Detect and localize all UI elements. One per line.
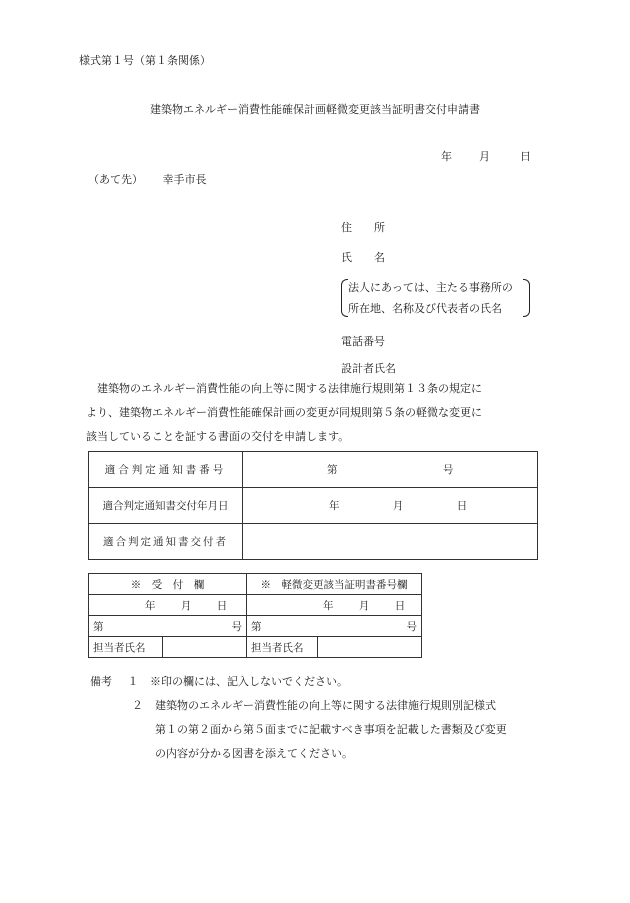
date-month: 月 <box>479 150 490 163</box>
form-number: 様式第１号（第１条関係） <box>79 54 211 67</box>
corporate-note <box>341 279 530 315</box>
date-month: 月 <box>392 500 404 512</box>
notification-number-cell[interactable] <box>243 452 538 488</box>
notification-issuer-cell[interactable] <box>243 524 538 560</box>
reception-header: ※ 受 付 欄 <box>89 574 247 595</box>
table-row <box>89 616 422 637</box>
office-use-table <box>88 573 422 658</box>
certificate-number-header: ※ 軽微変更該当証明書番号欄 <box>247 574 422 595</box>
number-suffix: 号 <box>406 620 417 633</box>
number-prefix: 第 <box>251 620 262 633</box>
notification-date-cell[interactable] <box>243 488 538 524</box>
certificate-staff-value <box>318 637 422 658</box>
date-year: 年 <box>441 150 452 163</box>
notification-table <box>88 451 538 560</box>
statement-line: より、建築物エネルギー消費性能確保計画の変更が同規則第５条の軽微な変更に <box>86 406 482 419</box>
day: 日 <box>394 599 406 612</box>
application-statement <box>86 377 556 449</box>
notification-number-label: 適合判定通知書番号 <box>89 452 243 488</box>
statement-line: 該当していることを証する書面の交付を申請します。 <box>86 430 350 443</box>
number-prefix: 第 <box>93 620 104 633</box>
year: 年 <box>323 599 334 612</box>
table-row <box>89 637 422 658</box>
date-year: 年 <box>329 500 340 512</box>
name-label: 氏 名 <box>341 251 385 264</box>
table-row <box>89 524 538 560</box>
reception-date <box>89 595 247 616</box>
table-row <box>89 488 538 524</box>
note-number: １ <box>127 675 139 688</box>
note-2-line: 第１の第２面から第５面までに記載すべき事項を記載した書類及び変更 <box>155 723 507 736</box>
table-row <box>89 574 422 595</box>
addressee-name: 幸手市長 <box>162 173 207 186</box>
table-row <box>89 452 538 488</box>
year: 年 <box>145 599 156 612</box>
note-2 <box>155 694 507 766</box>
date-day: 日 <box>520 150 531 163</box>
date-day: 日 <box>456 500 468 512</box>
document-title: 建築物エネルギー消費性能確保計画軽微変更該当証明書交付申請書 <box>150 103 480 116</box>
corporate-note-line2: 所在地、名称及び代表者の氏名 <box>348 302 502 315</box>
address-label: 住 所 <box>341 221 385 234</box>
note-2-line: の内容が分かる図書を添えてください。 <box>155 747 353 760</box>
note-1: ※印の欄には、記入しないでください。 <box>150 675 348 688</box>
reception-staff-label: 担当者氏名 <box>89 637 163 658</box>
number-prefix: 第 <box>327 464 338 476</box>
addressee-prefix: （あて先） <box>88 173 143 186</box>
addressee <box>88 171 207 187</box>
reception-number <box>89 616 247 637</box>
day: 日 <box>216 599 228 612</box>
phone-label: 電話番号 <box>341 335 385 348</box>
certificate-date <box>247 595 422 616</box>
statement-line: 建築物のエネルギー消費性能の向上等に関する法律施行規則第１３条の規定に <box>86 382 482 395</box>
number-suffix: 号 <box>231 620 242 633</box>
number-suffix: 号 <box>442 464 454 476</box>
corporate-note-line1: 法人にあっては、主たる事務所の <box>348 281 513 294</box>
month: 月 <box>180 599 192 612</box>
note-2-line: 建築物のエネルギー消費性能の向上等に関する法律施行規則別記様式 <box>155 699 496 712</box>
notification-issuer-label: 適合判定通知書交付者 <box>89 524 243 560</box>
notification-date-label: 適合判定通知書交付年月日 <box>89 488 243 524</box>
certificate-number <box>247 616 422 637</box>
certificate-staff-label: 担当者氏名 <box>247 637 318 658</box>
table-row <box>89 595 422 616</box>
notes-heading: 備考 <box>90 675 112 688</box>
designer-label: 設計者氏名 <box>341 362 396 375</box>
note-number: ２ <box>132 699 143 712</box>
month: 月 <box>358 599 370 612</box>
reception-staff-value <box>163 637 247 658</box>
notes <box>90 670 348 694</box>
